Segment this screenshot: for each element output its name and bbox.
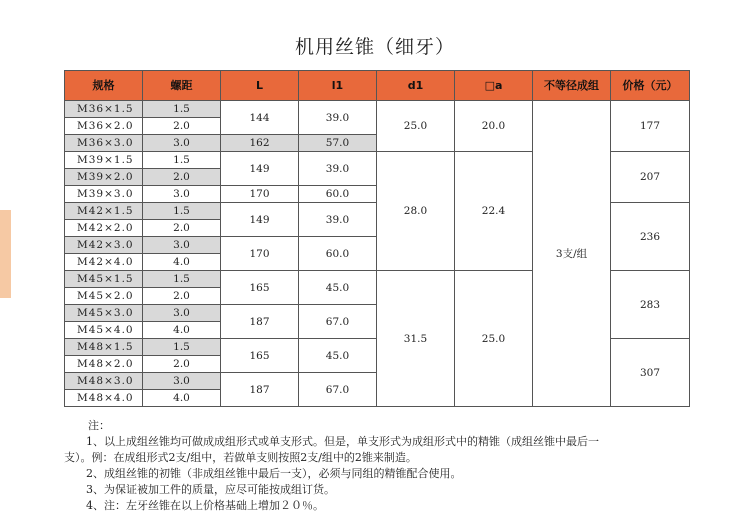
note-line: 4、注：左牙丝锥在以上价格基础上增加２０％。 xyxy=(86,499,324,512)
note-line: 2、成组丝锥的初锥（非成组丝锥中最后一支），必须与同组的精锥配合使用。 xyxy=(86,467,462,480)
spec-cell: M39×2.0 xyxy=(65,169,143,186)
table-row xyxy=(65,101,690,118)
length-l1-cell: 67.0 xyxy=(299,305,377,339)
spec-cell: M42×1.5 xyxy=(65,203,143,220)
pitch-cell: 4.0 xyxy=(143,390,221,407)
pitch-cell: 3.0 xyxy=(143,135,221,152)
spec-cell: M48×1.5 xyxy=(65,339,143,356)
length-l-cell: 170 xyxy=(221,237,299,271)
spec-cell: M42×4.0 xyxy=(65,254,143,271)
length-l1-cell: 39.0 xyxy=(299,203,377,237)
pitch-cell: 2.0 xyxy=(143,356,221,373)
length-l-cell: 144 xyxy=(221,101,299,135)
pitch-cell: 3.0 xyxy=(143,305,221,322)
spec-cell: M48×3.0 xyxy=(65,373,143,390)
price-cell: 283 xyxy=(611,271,690,339)
length-l1-cell: 57.0 xyxy=(299,135,377,152)
pitch-cell: 1.5 xyxy=(143,339,221,356)
notes-heading: 注： xyxy=(88,419,110,432)
length-l-cell: 149 xyxy=(221,152,299,186)
spec-cell: M45×2.0 xyxy=(65,288,143,305)
pitch-cell: 3.0 xyxy=(143,186,221,203)
square-a-cell: 25.0 xyxy=(455,271,533,407)
page-title: 机用丝锥（细牙） xyxy=(294,36,455,58)
header-price: 价格（元） xyxy=(611,71,690,101)
header-d1: d1 xyxy=(377,71,455,101)
pitch-cell: 1.5 xyxy=(143,152,221,169)
price-cell: 177 xyxy=(611,101,690,152)
spec-cell: M36×2.0 xyxy=(65,118,143,135)
note-line: 3、为保证被加工件的质量，应尽可能按成组订货。 xyxy=(86,483,335,496)
spec-cell: M39×3.0 xyxy=(65,186,143,203)
table-header-row xyxy=(65,71,690,101)
price-cell: 236 xyxy=(611,203,690,271)
length-l-cell: 149 xyxy=(221,203,299,237)
length-l-cell: 165 xyxy=(221,339,299,373)
spec-cell: M39×1.5 xyxy=(65,152,143,169)
note-line: 支）。例：在成组形式2支/组中，若做单支则按照2支/组中的2锥来制造。 xyxy=(64,451,417,464)
length-l1-cell: 39.0 xyxy=(299,101,377,135)
spec-cell: M36×3.0 xyxy=(65,135,143,152)
tap-spec-table xyxy=(64,70,690,407)
square-a-cell: 20.0 xyxy=(455,101,533,152)
spec-cell: M42×2.0 xyxy=(65,220,143,237)
pitch-cell: 2.0 xyxy=(143,169,221,186)
length-l1-cell: 45.0 xyxy=(299,271,377,305)
pitch-cell: 2.0 xyxy=(143,220,221,237)
header-spec: 规格 xyxy=(65,71,143,101)
spec-cell: M45×1.5 xyxy=(65,271,143,288)
length-l-cell: 170 xyxy=(221,186,299,203)
d1-cell: 25.0 xyxy=(377,101,455,152)
d1-cell: 28.0 xyxy=(377,152,455,271)
spec-cell: M48×2.0 xyxy=(65,356,143,373)
length-l1-cell: 39.0 xyxy=(299,152,377,186)
square-a-cell: 22.4 xyxy=(455,152,533,271)
notes-section xyxy=(64,418,704,514)
header-length-l1: l1 xyxy=(299,71,377,101)
length-l1-cell: 60.0 xyxy=(299,186,377,203)
length-l1-cell: 67.0 xyxy=(299,373,377,407)
price-cell: 307 xyxy=(611,339,690,407)
spec-cell: M36×1.5 xyxy=(65,101,143,118)
side-tab-marker xyxy=(0,210,11,298)
length-l1-cell: 45.0 xyxy=(299,339,377,373)
price-cell: 207 xyxy=(611,152,690,203)
spec-cell: M42×3.0 xyxy=(65,237,143,254)
length-l1-cell: 60.0 xyxy=(299,237,377,271)
pitch-cell: 3.0 xyxy=(143,237,221,254)
note-line: 1、以上成组丝锥均可做成成组形式或单支形式。但是，单支形式为成组形式中的精锥（成组丝锥中最后一 xyxy=(86,435,599,448)
pitch-cell: 1.5 xyxy=(143,203,221,220)
pitch-cell: 2.0 xyxy=(143,288,221,305)
pitch-cell: 1.5 xyxy=(143,271,221,288)
header-length-l: L xyxy=(221,71,299,101)
header-pitch: 螺距 xyxy=(143,71,221,101)
length-l-cell: 187 xyxy=(221,305,299,339)
pitch-cell: 2.0 xyxy=(143,118,221,135)
pitch-cell: 4.0 xyxy=(143,254,221,271)
spec-cell: M45×3.0 xyxy=(65,305,143,322)
length-l-cell: 162 xyxy=(221,135,299,152)
header-square-a: □a xyxy=(455,71,533,101)
length-l-cell: 187 xyxy=(221,373,299,407)
pitch-cell: 1.5 xyxy=(143,101,221,118)
set-cell: 3支/组 xyxy=(533,101,611,407)
spec-cell: M45×4.0 xyxy=(65,322,143,339)
spec-cell: M48×4.0 xyxy=(65,390,143,407)
pitch-cell: 4.0 xyxy=(143,322,221,339)
pitch-cell: 3.0 xyxy=(143,373,221,390)
d1-cell: 31.5 xyxy=(377,271,455,407)
length-l-cell: 165 xyxy=(221,271,299,305)
header-set: 不等径成组 xyxy=(533,71,611,101)
